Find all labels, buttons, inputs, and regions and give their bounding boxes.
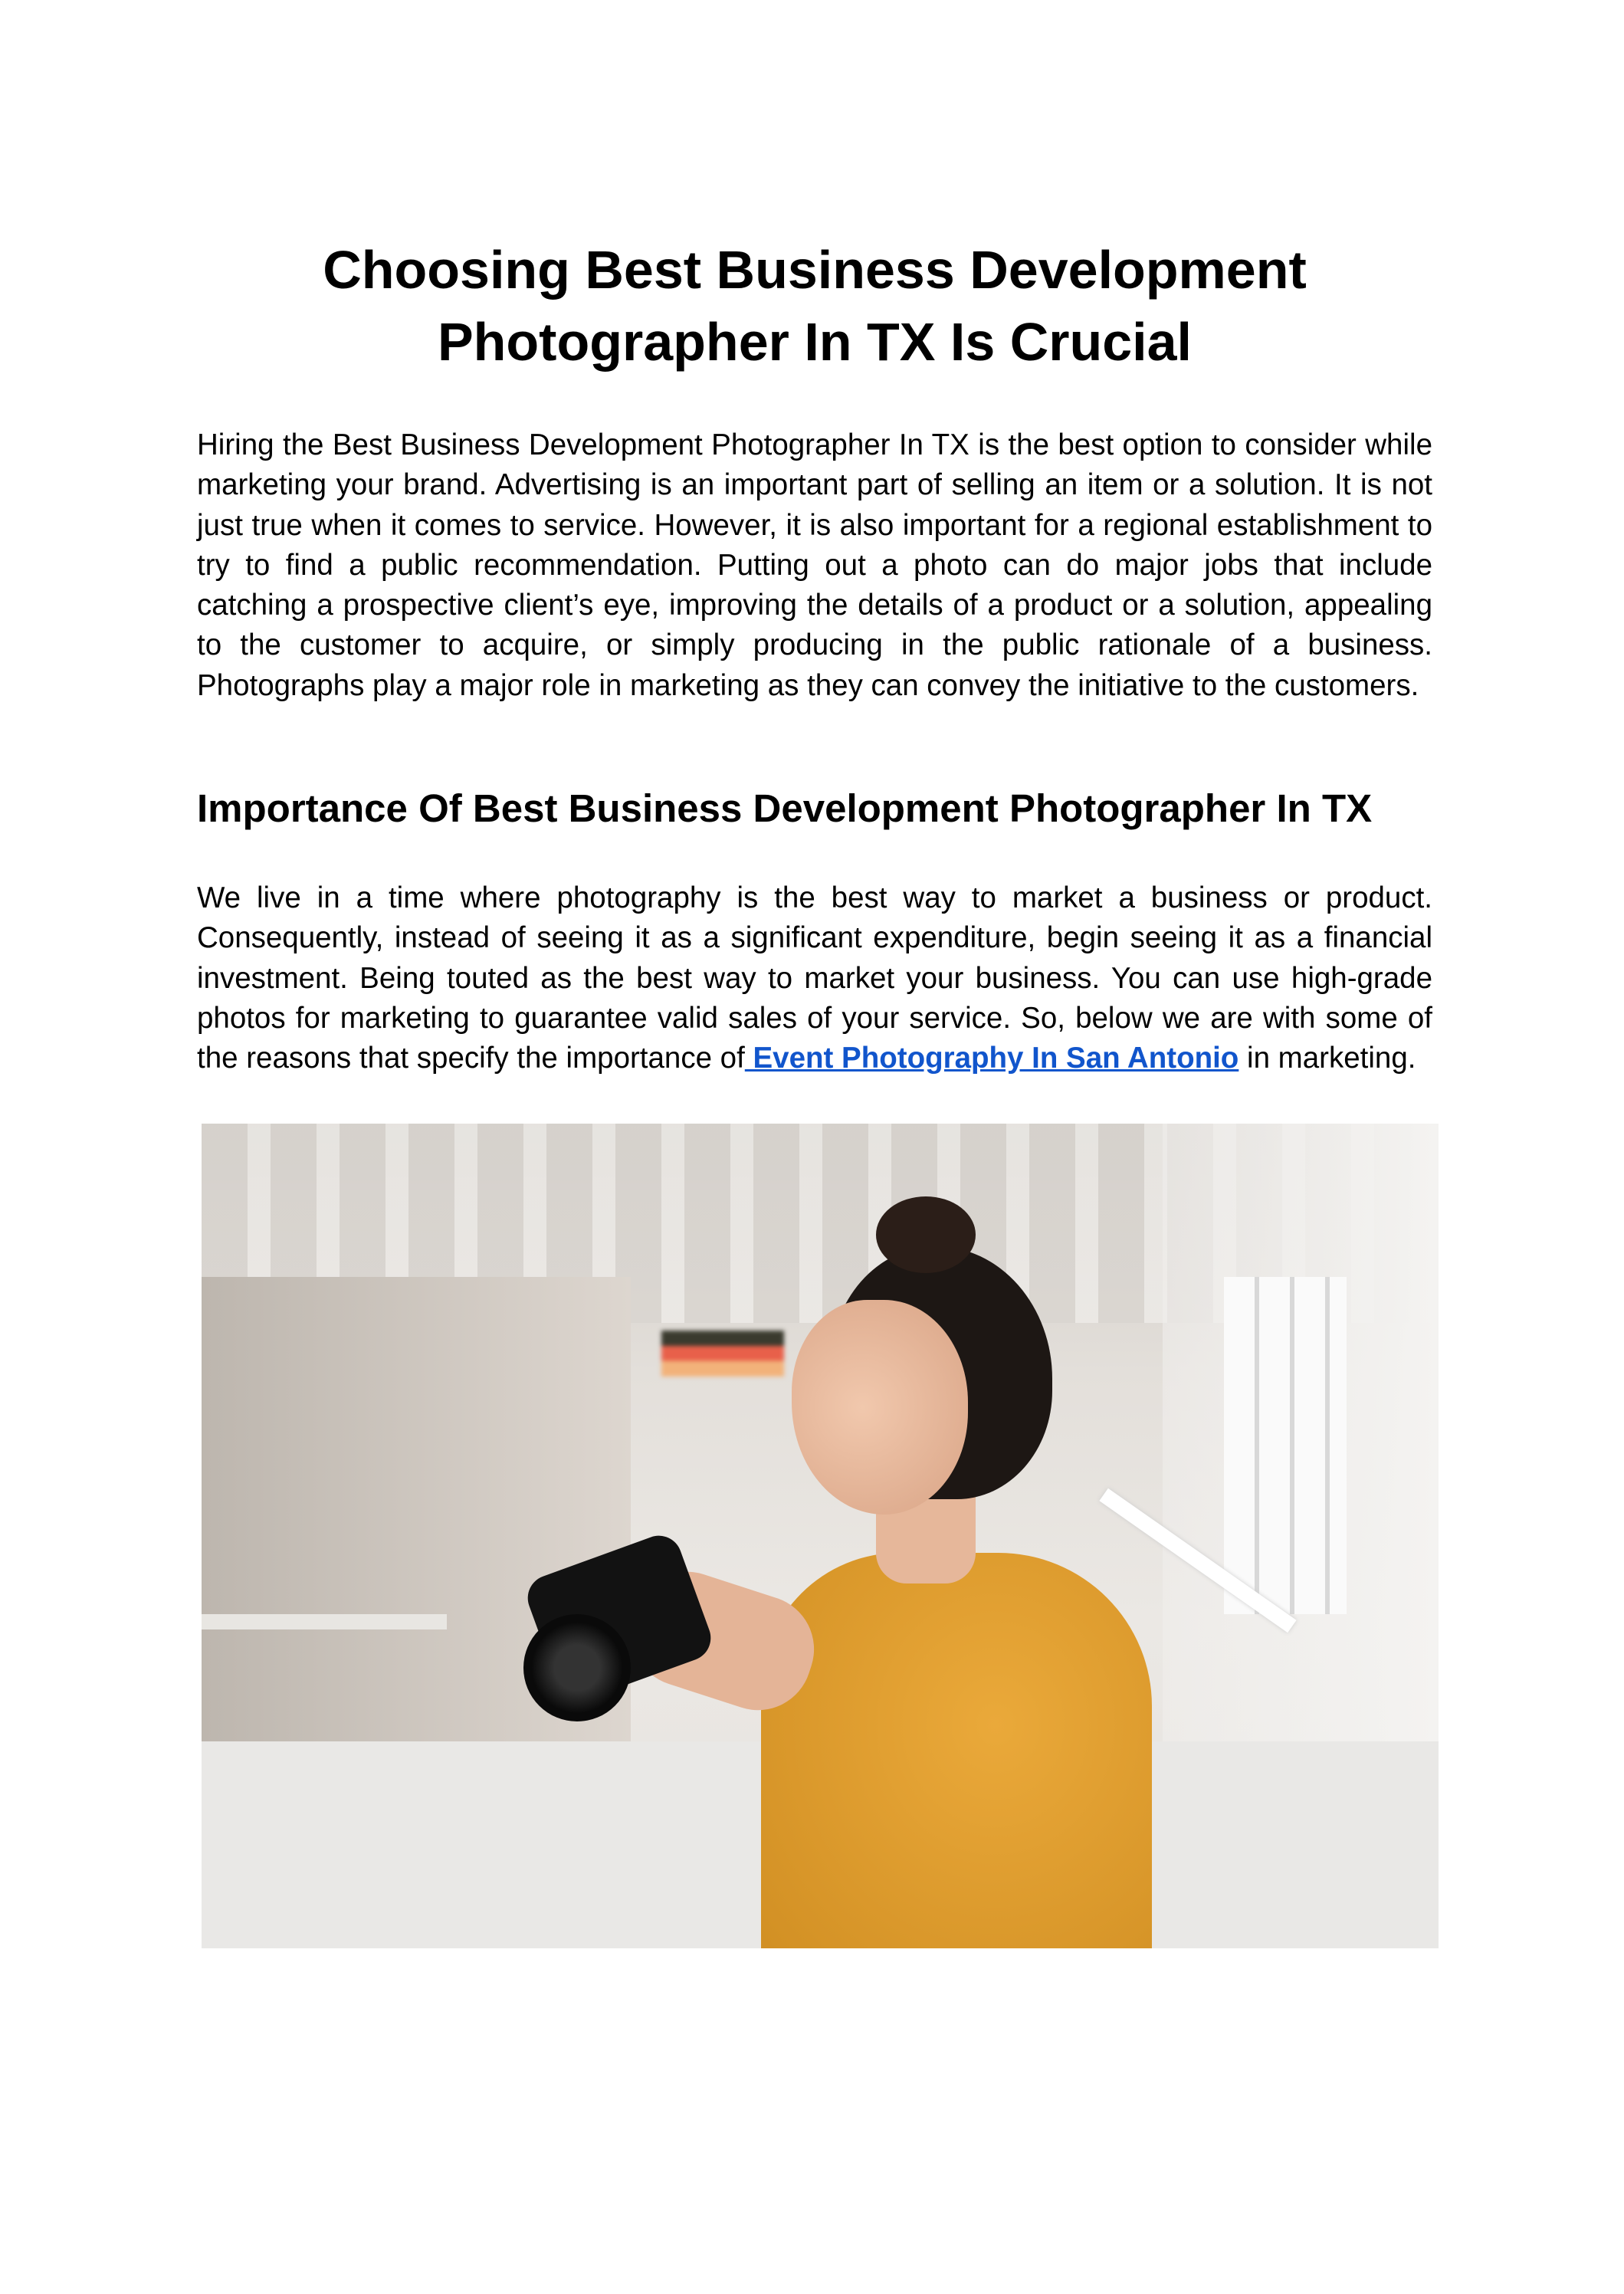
intro-paragraph: Hiring the Best Business Development Photographer In TX is the best option to consider while marketing your brand. Advertising is an important part of selling an item or a solution. It is not just true when it comes to service. However, it is also important for a regional establishment to try to find a public recommendation. Putting out a photo can do major jobs that include catching a prospective client’s eye, improving the details of a product or a solution, appealing to the customer to acquire, or simply producing in the public rationale of a business. Photographs play a major role in marketing as they can convey the initiative to the customers. — [197, 428, 1432, 702]
window — [1224, 1277, 1347, 1614]
photographer-photo — [202, 1124, 1439, 1948]
paragraph-text-end: in marketing. — [1239, 1042, 1416, 1075]
table — [202, 1614, 447, 1629]
event-photography-link[interactable]: Event Photography In San Antonio — [744, 1042, 1239, 1075]
page-title: Choosing Best Business Development Photographer In TX Is Crucial — [323, 240, 1307, 372]
face — [792, 1300, 968, 1515]
yellow-shirt — [761, 1553, 1152, 1948]
section-heading: Importance Of Best Business Development Photographer In TX — [197, 786, 1373, 830]
hair-bun — [876, 1196, 976, 1273]
paragraph-text: We live in a time where photography is the best way to market a business or product. Consequently, instead of seeing it as a significant expenditure, begin seeing it as a financial investment. Being touted as the best way to market your business. You can use high-grade photos for marketing to guarantee valid sales of your service. So, below we are with some of the reasons that specify the importance of — [197, 881, 1432, 1075]
wall-stripe — [661, 1331, 784, 1377]
left-wall — [202, 1277, 631, 1813]
section-paragraph — [197, 878, 1432, 1078]
camera-lens — [523, 1614, 631, 1721]
